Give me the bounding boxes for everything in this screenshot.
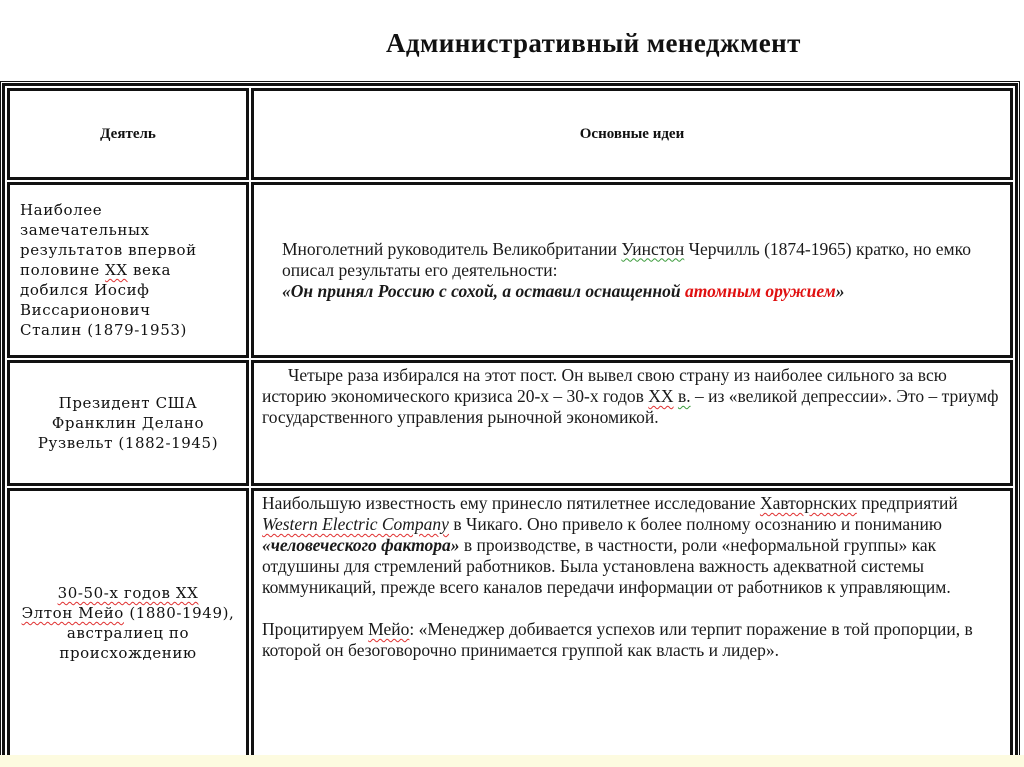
figure-text: Франклин Делано <box>51 414 205 432</box>
ideas-text: – из «великой депрессии». Это – триумф государственного управления рыночной экономикой. <box>262 386 999 427</box>
grammar-flagged-word: в. <box>677 386 691 406</box>
page-title: Административный менеджмент <box>386 28 801 58</box>
table-header-row <box>7 88 1013 180</box>
grammar-flagged-word: Уинстон <box>621 238 685 259</box>
figure-cell-roosevelt <box>7 360 249 486</box>
ideas-paragraph <box>262 491 1004 598</box>
figure-cell-stalin <box>7 182 249 358</box>
churchill-quote: «Он принял Россию с сохой, а оставил оснащенной <box>282 280 685 301</box>
ideas-text: предприятий <box>856 493 958 513</box>
spellcheck-phrase: 30-50-х годов XX <box>57 584 199 602</box>
header-figure: Деятель <box>7 88 249 180</box>
ideas-cell-stalin <box>251 182 1013 358</box>
paragraph-gap <box>262 598 1004 619</box>
figure-text: Наиболее <box>20 201 103 219</box>
company-name: Western Electric Company <box>262 514 449 534</box>
ideas-text: в Чикаго. Оно привело к более полному осознанию и пониманию <box>448 514 942 534</box>
churchill-quote-end: » <box>835 280 845 301</box>
table-row <box>7 360 1013 486</box>
human-factor-term: «человеческого фактора» <box>262 535 460 555</box>
ideas-cell-mayo <box>251 488 1013 758</box>
ideas-text: : «Менеджер добивается успехов или терпит поражение в той пропорции, в которой он безоговорочно принимается группой как власть и лидер». <box>262 619 973 660</box>
management-table <box>2 83 1018 763</box>
figure-text: Виссарионович <box>20 301 151 319</box>
churchill-quote-highlight: атомным оружием <box>684 280 836 301</box>
figure-text: результатов впервой <box>20 241 197 259</box>
bottom-strip <box>0 755 1024 767</box>
ideas-text: в производстве, в частности, роли «неформальной группы» как отдушины для стремлений работников. Была установлена важность адекватной системы коммуникаций, прежде всего каналов передачи информации от работников к управляющим. <box>262 535 951 597</box>
figure-text: добился Иосиф <box>20 281 150 299</box>
ideas-text: Многолетний руководитель Великобритании <box>282 238 622 259</box>
table-row <box>7 488 1013 758</box>
ideas-text: Процитируем <box>262 619 369 639</box>
spellcheck-word: Мейо <box>368 619 410 639</box>
ideas-paragraph <box>262 619 1004 661</box>
ideas-text: Наибольшую известность ему принесло пятилетнее исследование <box>262 493 760 513</box>
table-row <box>7 182 1013 358</box>
ideas-paragraph <box>262 363 1004 428</box>
header-ideas: Основные идеи <box>251 88 1013 180</box>
spellcheck-word: Хавторнских <box>759 493 857 513</box>
figure-text: Сталин (1879-1953) <box>20 321 187 339</box>
figure-text: замечательных <box>20 221 150 239</box>
ideas-text: Черчилль (1874-1965) кратко, но емко описал результаты его деятельности: <box>282 238 971 280</box>
figure-text: Рузвельт (1882-1945) <box>37 434 219 452</box>
ideas-cell-roosevelt <box>251 360 1013 486</box>
ideas-paragraph <box>282 239 1004 302</box>
spellcheck-name: Элтон Мейо <box>21 604 124 622</box>
spellcheck-word: XX <box>648 386 674 406</box>
figure-text: половине <box>20 261 106 279</box>
figure-text: (1880-1949), австралиец по происхождению <box>59 604 235 662</box>
spellcheck-word: XX <box>105 261 128 279</box>
figure-cell-mayo <box>7 488 249 758</box>
figure-text: века <box>127 261 172 279</box>
ideas-text: Четыре раза избирался на этот пост. Он вывел свою страну из наиболее сильного за всю историю экономического кризиса 20-х – 30-х годов <box>262 365 947 406</box>
figure-text: Президент США <box>58 394 198 412</box>
management-table-container <box>2 83 1018 756</box>
